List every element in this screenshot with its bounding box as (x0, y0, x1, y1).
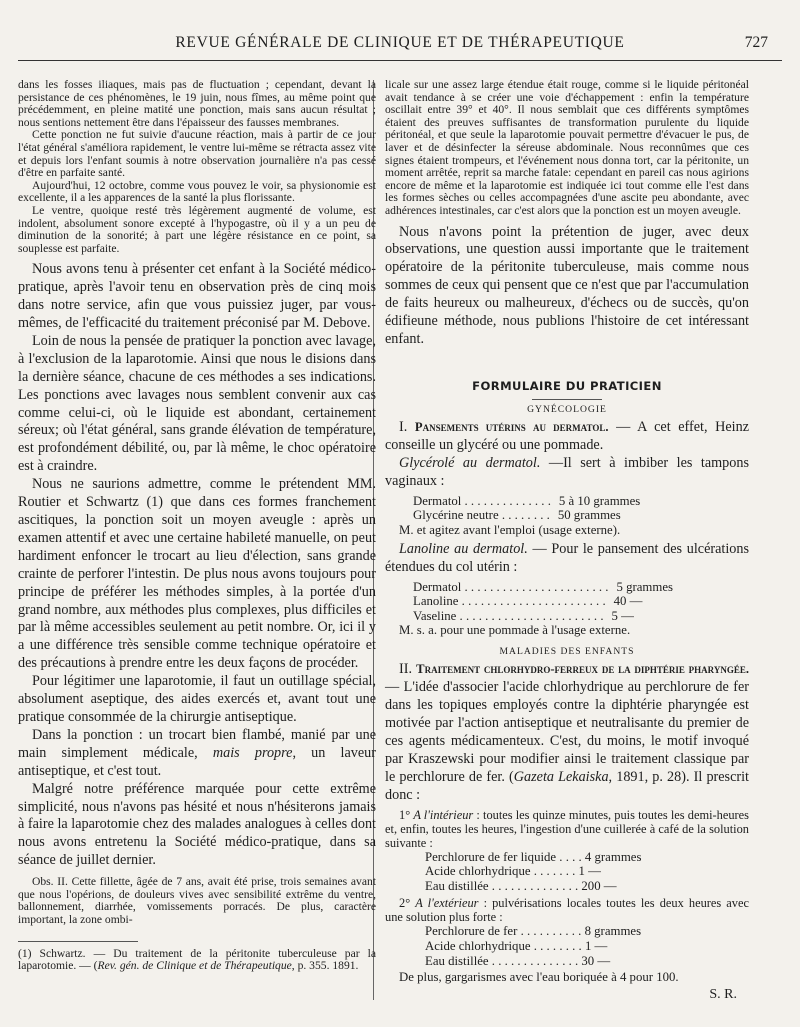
quantity: 40 — (613, 594, 643, 609)
text-run: —Il sert à imbiber les tampons vaginaux : (385, 454, 749, 489)
ingredient: Dermatol . . . . . . . . . . . . . . (413, 493, 551, 508)
paragraph (18, 727, 376, 781)
ingredient: Glycérine neutre . . . . . . . . (413, 508, 550, 523)
emphasis: Rev. gén. de Clinique et de Thérapeutique (97, 959, 292, 973)
recipe-row (413, 580, 713, 595)
paragraph: Loin de nous la pensée de pratiquer la ponction avec lavage, à l'exclusion de la laparotomie. Ainsi que nous le disions dans la dernière séance, chacune de ces méthodes a ses indications. Les ponctions avec lavages nous semblent convenir aux cas comme celui-ci, où le liquide est abondant, certainement séreux; où l'état général, sans grande élévation de température, est profondément débilité, ou, par là même, le choc opératoire est à craindre. (18, 332, 376, 475)
page-number: 727 (744, 34, 768, 51)
paragraph: Pour légitimer une laparotomie, il faut un outillage spécial, absolument aseptique, des aides exercés et, avant tout une pratique consommée de la chirurgie antiseptique. (18, 673, 376, 725)
quantity: 8 grammes (584, 924, 642, 939)
recipe-row (425, 924, 749, 939)
recipe-list (425, 850, 749, 894)
quantity: 5 à 10 grammes (558, 493, 641, 508)
emphasis: Lanoline au dermatol. (399, 540, 528, 557)
paragraph: Cette ponction ne fut suivie d'aucune réaction, mais à partir de ce jour l'état général s'améliora rapidement, le ventre lui-même se rétracta assez vite et depuis lors l'enfant soumis à notre observation journalière n'a pas cessé d'être en parfaite santé. (18, 128, 376, 180)
formula-entry (385, 808, 749, 850)
paragraph: Malgré notre préférence marquée pour cette extrême simplicité, nous n'avons pas hésité et nous n'hésiterons jamais à faire la laparotomie chez des malades analogues à celles dont nous avons entretenu la Société médico-pratique, dans sa séance de juillet dernier. (18, 780, 376, 869)
recipe-row (413, 494, 713, 509)
left-column (18, 79, 376, 973)
emphasis: A l'intérieur (413, 807, 474, 822)
quantity: 50 grammes (557, 508, 621, 523)
entry-title: Traitement chlorhydro-ferreux de la diphtérie pharyngée. (416, 662, 749, 677)
footnote (18, 948, 376, 973)
section-heading: FORMULAIRE DU PRATICIEN (472, 378, 662, 393)
formula-entry (385, 419, 749, 455)
recipe-list (425, 924, 749, 968)
recipe-list (413, 494, 749, 523)
text-run: — L'idée d'associer l'acide chlorhydrique au perchlorure de fer dans les topiques employés contre la diphtérie pharyngée est motivée par l'action antiseptique et neutralisante du premier de ces agents médicamenteux. C'est, du moins, le motif invoqué par Kraszewski pour modifier ainsi le traitement classique par le perchlorure de fer. ( (385, 679, 749, 785)
ingredient: Acide chlorhydrique . . . . . . . . (425, 938, 582, 953)
ingredient: Perchlorure de fer liquide . . . . (425, 849, 582, 864)
recipe-row (425, 879, 749, 894)
recipe-row (425, 939, 749, 954)
text-run: , 1891, p. 28). Il prescrit donc : (385, 768, 749, 803)
quantity: 1 — (584, 938, 608, 953)
heading-rule (532, 399, 602, 400)
paragraph: Aujourd'hui, 12 octobre, comme vous pouvez le voir, sa physionomie est excellente, il a les apparences de la santé la plus florissante. (18, 178, 376, 205)
emphasis: A l'extérieur (415, 896, 479, 911)
paragraph: dans les fosses iliaques, mais pas de fluctuation ; cependant, devant la persistance de ces phénomènes, le 19 juin, nous fîmes, au même point que précédemment, en pleine matité une ponction, mais sans aucun résultat ; nous sentions nettement être dans l'épaisseur des fausses membranes. (18, 78, 376, 129)
quantity: 5 grammes (616, 579, 674, 594)
recipe-note: M. et agitez avant l'emploi (usage externe). (399, 522, 621, 537)
text-run: , p. 355. 1891. (291, 959, 359, 973)
text-run: — A cet effet, Heinz conseille un glycéré ou une pommade. (385, 418, 750, 453)
recipe-row (425, 864, 749, 879)
recipe-row (413, 594, 713, 609)
ingredient: Eau distillée . . . . . . . . . . . . . . (425, 878, 579, 893)
quantity: 30 — (581, 953, 611, 968)
closing-note: De plus, gargarismes avec l'eau boriquée à 4 pour 100. (399, 970, 679, 985)
emphasis: Gazeta Lekaiska (513, 768, 609, 785)
paragraph: Nous avons tenu à présenter cet enfant à la Société médico-pratique, après l'avoir tenu en observation près de cinq mois dans notre service, afin que vous puissiez juger, par vous-mêmes, de l'efficacité du traitement préconisé par M. Debove. (18, 261, 376, 332)
entry-title: Pansements utérins au dermatol. (414, 419, 609, 434)
recipe-list (413, 580, 749, 624)
ingredient: Eau distillée . . . . . . . . . . . . . . (425, 953, 579, 968)
emphasis: Glycérolé au dermatol. (399, 454, 541, 471)
quantity: 200 — (581, 878, 617, 893)
quantity: 4 grammes (584, 849, 642, 864)
entry-number: II. (399, 661, 412, 678)
paragraph: Nous n'avons point la prétention de juger, avec deux observations, une question aussi importante que le traitement opératoire de la péritonite tuberculeuse, mais comme nous sommes de ceux qui pensent que ce n'est que par l'accumulation de faits heureux ou malheureux, d'échecs ou de succès, qu'on édifieune méthode, nous publions l'histoire de cet intéressant enfant. (385, 223, 749, 347)
recipe-row (413, 508, 713, 523)
subsection-label: MALADIES DES ENFANTS (499, 646, 635, 658)
entry-number: I. (399, 418, 408, 435)
ingredient: Vaseline . . . . . . . . . . . . . . . . . . . . . . . (413, 608, 604, 623)
header-rule (18, 60, 782, 61)
text-run: , un laveur antiseptique, et c'est tout. (18, 744, 376, 779)
author-initials: S. R. (709, 987, 737, 1003)
recipe-row (413, 609, 713, 624)
formula-entry (385, 661, 749, 804)
right-column (385, 79, 749, 1003)
text-run: — Pour le pansement des ulcérations étendues du col utérin : (385, 540, 749, 575)
formula-entry (385, 541, 749, 577)
quantity: 5 — (611, 608, 634, 623)
paragraph: Le ventre, quoique resté très légèrement augmenté de volume, est indolent, absolument sonore excepté à l'hypogastre, où il y a un peu de diminution de la sonorité; à part une légère résistance en ce point, sa souplesse est parfaite. (18, 203, 376, 255)
footnote-rule (18, 941, 138, 942)
ingredient: Lanoline . . . . . . . . . . . . . . . . . . . . . . . (413, 594, 606, 609)
emphasis: mais propre (212, 744, 293, 761)
text-run: : pulvérisations locales toutes les deux heures avec une solution plus forte : (385, 896, 749, 925)
journal-title: REVUE GÉNÉRALE DE CLINIQUE ET DE THÉRAPEUTIQUE (175, 34, 625, 51)
formula-entry (385, 896, 749, 924)
recipe-row (425, 954, 749, 969)
entry-number: 2° (399, 896, 411, 911)
recipe-note: M. s. a. pour une pommade à l'usage externe. (399, 623, 631, 638)
ingredient: Acide chlorhydrique . . . . . . . (425, 864, 576, 879)
text-run: : toutes les quinze minutes, puis toutes les demi-heures et, enfin, toutes les heures, l'ingestion d'une cuillerée à café de la solution suivante : (385, 807, 749, 850)
subsection-label: GYNÉCOLOGIE (527, 403, 607, 415)
running-header (18, 30, 782, 56)
text-run: Dans la ponction : un trocart bien flambé, manié par une main simplement médicale, (18, 726, 376, 761)
paragraph: licale sur une assez large étendue était rouge, comme si le liquide péritonéal avait tendance à se créer une voie d'échappement : enfin la température oscillait entre 39° et 40°. Il nous semblait que ces différents symptômes étaient des preuves suffisantes de transformation purulente du liquide péritonéal, et que seule la laparotomie pouvait permettre d'évacuer le pus, de laver et de désinfecter la séreuse abdominale. Nous reconnûmes que ces signes étaient trompeurs, et l'événement nous donna tort, car la péritonite, un moment arrêtée, reprit sa marche fatale: cependant en pareil cas nous agirions encore de même et la laparotomie est indiquée ici tout comme elle l'est dans les formes sèches ou celles accompagnées d'une ascite peu abondante, avec adhérences intestinales, car c'est alors que la ponction est un moyen aveugle. (385, 78, 749, 217)
text-run: (1) Schwartz. — Du traitement de la péritonite tuberculeuse par la laparotomie. — ( (18, 946, 376, 973)
entry-number: 1° (399, 807, 411, 822)
observation-paragraph: Obs. II. Cette fillette, âgée de 7 ans, avait été prise, trois semaines avant que nous l'opérions, de douleurs vives avec sensibilité extrême du ventre, ballonnement, diarrhée, vomissements porracés. De plus, caractère important, la zone ombi- (18, 875, 376, 926)
quantity: 1 — (578, 864, 601, 879)
recipe-row (425, 850, 749, 865)
ingredient: Dermatol . . . . . . . . . . . . . . . . . . . . . . . (413, 579, 609, 594)
paragraph: Nous ne saurions admettre, comme le prétendent MM. Routier et Schwartz (1) que dans ces formes franchement ascitiques, la ponction soit un moyen aveugle : après un examen attentif et avec une certaine habileté manuelle, on peut hardiment enfoncer le trocart au lieu d'élection, sans grande crainte de perforer l'intestin. De plus nous avons toujours pour principe de préférer les méthodes simples, à la portée d'un grand nombre, aux méthodes plus complexes, plus difficiles et par là même accessibles seulement au petit nombre. Or, ici il y a une différence très sensible comme technique opératoire et des précautions à prendre entre les deux façons de procéder. (18, 476, 376, 672)
ingredient: Perchlorure de fer . . . . . . . . . . (425, 924, 582, 939)
formula-entry (385, 455, 749, 491)
